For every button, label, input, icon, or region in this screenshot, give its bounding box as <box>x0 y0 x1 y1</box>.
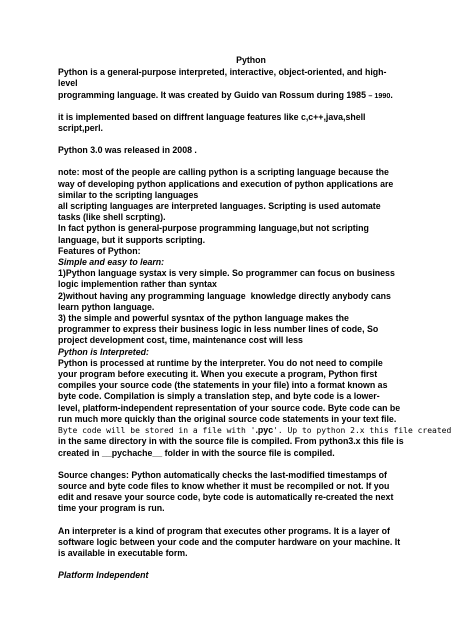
text-line: learn python language. <box>58 301 155 312</box>
text-line: Source changes: Python automatically checks the last-modified timestamps of <box>58 469 387 480</box>
text-line: project development cost, time, maintenance cost will less <box>58 335 303 346</box>
interpreted-paragraph <box>58 357 452 459</box>
text-line: in the same directory in with the source file is compiled. From python3.x this file is <box>58 436 404 447</box>
doc-title: Python <box>236 55 266 65</box>
text-line: An interpreter is a kind of program that executes other programs. It is a layer of <box>58 525 390 536</box>
text-line: similar to the scripting languages <box>58 189 199 200</box>
intro-paragraph <box>58 67 444 101</box>
text-line: created in __pychache__ folder in with the source file is compiled. <box>58 447 335 458</box>
source-changes-paragraph <box>58 470 444 515</box>
text-line: way of developing python applications and execution of python applications are <box>58 178 394 189</box>
simple-heading: Simple and easy to learn: <box>58 257 165 268</box>
text-line: tasks (like shell scrpting). <box>58 212 166 223</box>
text-line: is available in executable form. <box>58 547 188 558</box>
text-line: 1)Python language systax is very simple. So programmer can focus on business <box>58 268 395 279</box>
text-line: level <box>58 78 78 89</box>
text-line: edit and resave your source code, byte code is automatically re-created the next <box>58 492 394 503</box>
text-line: all scripting languages are interpreted languages. Scripting is used automate <box>58 201 381 212</box>
release-line: Python 3.0 was released in 2008 . <box>58 145 197 156</box>
text-line: programmer to express their business logic in less number lines of code, So <box>58 324 379 335</box>
text-line: logic implemention rather than syntax <box>58 279 217 290</box>
text-line <box>58 90 444 101</box>
implementation-paragraph <box>58 112 444 134</box>
text-line: 3) the simple and powerful sysntax of the python language makes the <box>58 313 349 324</box>
text-line: compiles your source code (the statements in your file) into a format known as <box>58 380 388 391</box>
text-line: it is implemented based on diffrent language features like c,c++,java,shell <box>58 111 366 122</box>
mono-text: '. Up to python 2.x this file created <box>273 426 452 436</box>
text-line: source and byte code files to know whether it must be recompiled or not. If you <box>58 480 390 491</box>
text-line: script,perl. <box>58 123 103 134</box>
text-line: your program before executing it. When you execute a program, Python first <box>58 369 378 380</box>
text-line <box>58 425 452 436</box>
text-line: language, but it supports scripting. <box>58 234 206 245</box>
text-line: Features of Python: <box>58 245 141 256</box>
platform-heading: Platform Independent <box>58 570 149 581</box>
interpreter-paragraph <box>58 526 444 560</box>
text-line: byte code. Compilation is simply a translation step, and byte code is a lower- <box>58 391 380 402</box>
mono-text: Byte code will be stored in a file with ' <box>58 426 256 436</box>
text-line: 2)without having any programming language knowledge directly anybody cans <box>58 290 391 301</box>
text-line: software logic between your code and the computer hardware on your machine. It <box>58 536 401 547</box>
interpreted-heading: Python is Interpreted: <box>58 346 149 357</box>
simple-paragraph <box>58 268 444 346</box>
text-line: Python is a general-purpose interpreted, interactive, object-oriented, and high- <box>58 67 387 78</box>
note-paragraph <box>58 167 444 257</box>
year-range: – 1990 <box>368 90 391 100</box>
period: . <box>390 89 393 100</box>
text-line: time your program is run. <box>58 503 165 514</box>
pyc-extension: .pyc <box>255 425 274 436</box>
text-line: run much more quickly than the original source code statements in your text file. <box>58 413 397 424</box>
text-line-part: programming language. It was created by Guido van Rossum during 1985 <box>58 89 369 100</box>
text-line: Python is processed at runtime by the interpreter. You do not need to compile <box>58 357 383 368</box>
text-line: level, platform-independent representation of your source code. Byte code can be <box>58 402 401 413</box>
text-line: note: most of the people are calling python is a scripting language because the <box>58 167 389 178</box>
text-line: In fact python is general-purpose programming language,but not scripting <box>58 223 369 234</box>
